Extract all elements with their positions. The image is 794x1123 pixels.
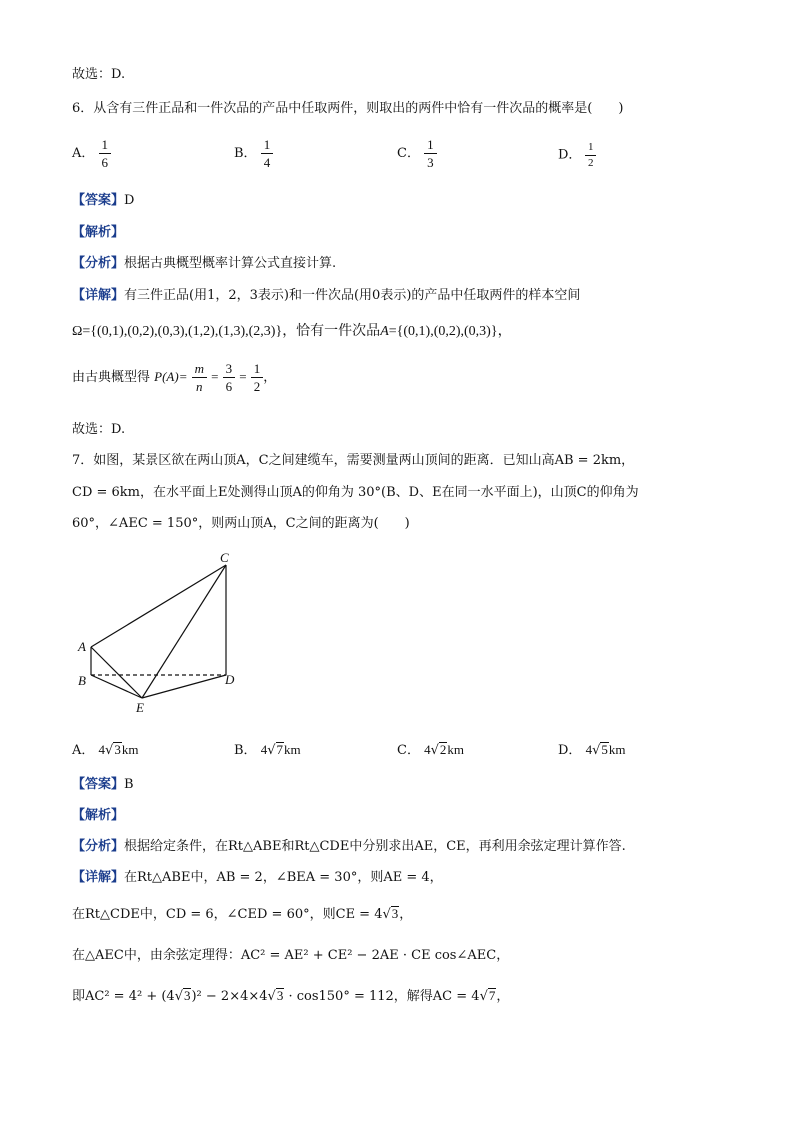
fraction: $\frac{1}{2}$ xyxy=(585,142,597,169)
option-label: C． xyxy=(397,146,420,161)
edge-ac xyxy=(91,565,226,647)
question-7-line-1: 7．如图，某景区欲在两山顶A，C之间建缆车，需要测量两山顶间的距离．已知山高AB = 2km， xyxy=(72,453,635,468)
question-7-line-3: 60°，∠AEC = 150°，则两山顶A，C之间的距离为( ) xyxy=(72,516,410,531)
solution-line-3: 在△AEC中，由余弦定理得：AC² = AE² + CE² − 2AE · CE cos∠AEC， xyxy=(72,948,510,963)
option-label: B． xyxy=(234,146,257,161)
q7-option-c: C． 4√2km xyxy=(397,742,465,758)
q7-option-d: D． 4√5km xyxy=(558,742,626,758)
edge-be xyxy=(91,675,142,698)
answer-6: 【答案】D xyxy=(72,193,135,208)
jiexi-6: 【解析】 xyxy=(72,225,125,240)
answer-7: 【答案】B xyxy=(72,777,134,792)
fraction: $\frac{3}{6}$ xyxy=(223,362,236,393)
solution-line-2: 在Rt△CDE中，CD = 6，∠CED = 60°，则CE = 4√3， xyxy=(72,906,413,922)
xiangjie-7: 【详解】在Rt△ABE中，AB = 2，∠BEA = 30°，则AE = 4， xyxy=(72,870,443,885)
geometry-figure xyxy=(70,545,250,720)
label-e: E xyxy=(136,700,144,715)
probability-line: 由古典概型得 P(A)= $\frac{m}{n}$ = $\frac{3}{6}$ = $\frac{1}{2}$ ， xyxy=(72,361,277,394)
question-7-line-2: CD = 6km，在水平面上E处测得山顶A的仰角为 30°(B、D、E在同一水平面上)，山顶C的仰角为 xyxy=(72,485,639,500)
question-6-text: 6．从含有三件正品和一件次品的产品中任取两件，则取出的两件中恰有一件次品的概率是( ) xyxy=(72,101,624,116)
q7-option-b: B． 4√7km xyxy=(234,742,301,758)
fenxi-7: 【分析】根据给定条件，在Rt△ABE和Rt△CDE中分别求出AE，CE，再利用余弦定理计算作答. xyxy=(72,839,626,854)
fraction: $\frac{m}{n}$ xyxy=(192,362,207,393)
q6-option-a xyxy=(72,138,111,169)
q6-option-c xyxy=(397,138,437,169)
label-d: D xyxy=(225,672,235,687)
xiangjie-6: 【详解】有三件正品(用1，2，3表示)和一件次品(用0表示)的产品中任取两件的样本空间 xyxy=(72,288,581,303)
q7-option-a: A． 4√3km xyxy=(72,742,139,758)
fenxi-6: 【分析】根据古典概型概率计算公式直接计算. xyxy=(72,256,337,271)
conclusion-line: 故选：D. xyxy=(72,67,126,82)
jiexi-7: 【解析】 xyxy=(72,808,125,823)
solution-line-4: 即AC² = 4² + (4√3)² − 2×4×4√3 · cos150° = 112，解得AC = 4√7， xyxy=(72,988,510,1004)
fraction: $\frac{1}{4}$ xyxy=(261,138,274,169)
label-b: B xyxy=(78,673,86,688)
fraction: $\frac{1}{6}$ xyxy=(99,138,112,169)
option-label: D． xyxy=(558,147,582,163)
label-c: C xyxy=(220,550,229,565)
figure-lines xyxy=(91,565,226,698)
q6-option-b xyxy=(234,138,273,169)
label-a: A xyxy=(78,639,86,654)
conclusion-line-2: 故选：D. xyxy=(72,422,126,437)
fraction: $\frac{1}{3}$ xyxy=(424,138,437,169)
fraction: $\frac{1}{2}$ xyxy=(251,362,264,393)
q6-option-d xyxy=(558,142,596,169)
edge-ae xyxy=(91,647,142,698)
option-label: A． xyxy=(72,146,95,161)
sample-space-line: Ω={(0,1),(0,2),(0,3),(1,2),(1,3),(2,3)}，恰有一件次品A={(0,1),(0,2),(0,3)}， xyxy=(72,323,512,339)
